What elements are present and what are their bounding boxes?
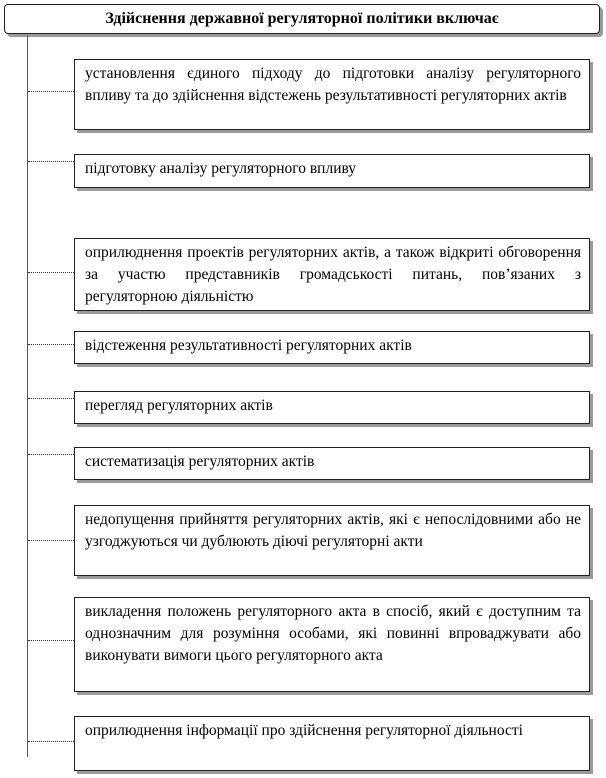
connector-5 [28,398,74,399]
item-box-8: викладення положень регуляторного акта в спосіб, який є доступним та однозначним для розуміння особами, які повинні впроваджувати або виконувати вимоги цього регуляторного акта [74,597,590,692]
item-box-1: установлення єдиного підходу до підготовки аналізу регуляторного впливу та до здійснення відстежень результативності регуляторних актів [74,59,590,130]
item-box-6: систематизація регуляторних актів [74,447,590,480]
connector-9 [28,741,74,742]
connector-1 [28,91,74,92]
item-box-7: недопущення прийняття регуляторних актів, які є непослідовними або не узгоджуються чи дублюють діючі регуляторні акти [74,505,590,576]
connector-8 [28,640,74,641]
item-box-4: відстеження результативності регуляторних актів [74,331,590,364]
connector-7 [28,540,74,541]
item-box-2: підготовку аналізу регуляторного впливу [74,154,590,188]
connector-2 [28,161,74,162]
item-box-9: оприлюднення інформації про здійснення регуляторної діяльності [74,716,590,771]
item-box-5: перегляд регуляторних актів [74,391,590,424]
connector-6 [28,454,74,455]
connector-4 [28,344,74,345]
connector-3 [28,272,74,273]
tree-spine [27,35,28,757]
diagram-title: Здійснення державної регуляторної політики включає [4,4,600,34]
item-box-3: оприлюднення проектів регуляторних актів, а також відкриті обговорення за участю представників громадськості питань, пов’язаних з регуляторною діяльністю [74,238,590,311]
